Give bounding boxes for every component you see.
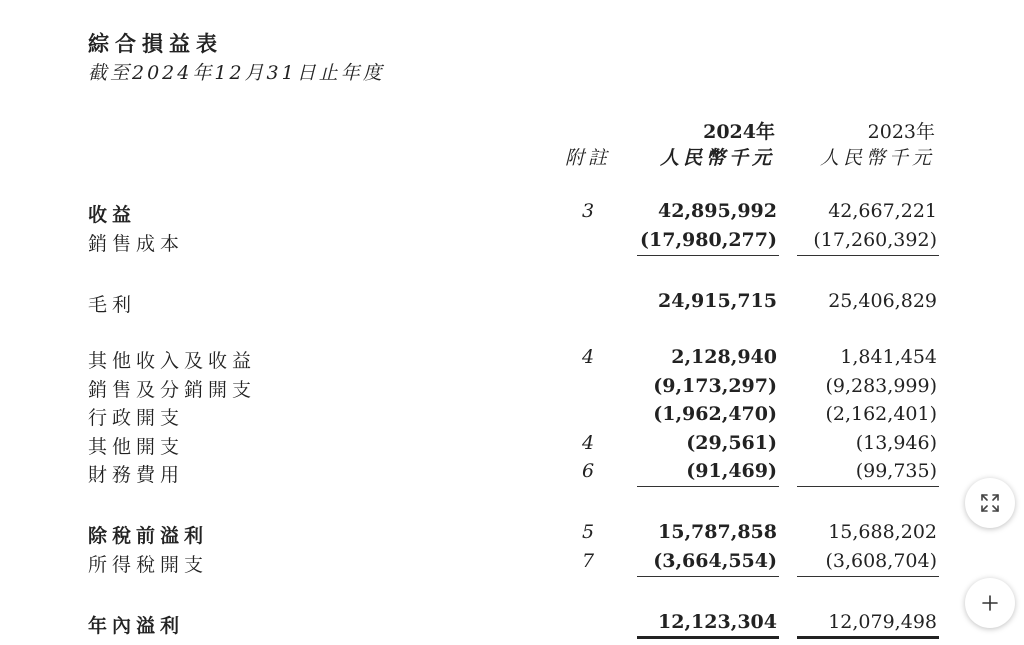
expand-arrows-icon [979, 492, 1001, 514]
row-selling-distribution [0, 375, 1024, 401]
row-value-2024: (91,469) [686, 460, 777, 482]
column-header-unit-2024: 人民幣千元 [659, 147, 775, 169]
statement-period: 截至2024年12月31日止年度 [88, 62, 385, 84]
row-value-2024: 12,123,304 [658, 611, 777, 633]
row-label: 財務費用 [88, 464, 185, 486]
row-note: 4 [581, 346, 595, 368]
row-other-expenses [0, 432, 1024, 458]
row-value-2023: (99,735) [855, 460, 937, 482]
row-note: 6 [581, 460, 595, 482]
row-value-2024: (9,173,297) [653, 375, 777, 397]
column-header-unit-2023: 人民幣千元 [819, 147, 935, 169]
row-label: 除稅前溢利 [88, 525, 209, 547]
add-button[interactable] [965, 578, 1015, 628]
row-value-2024: 15,787,858 [658, 521, 777, 543]
row-label: 銷售及分銷開支 [88, 379, 257, 401]
statement-title: 綜合損益表 [88, 31, 223, 56]
row-other-income [0, 346, 1024, 372]
row-value-2023: 15,688,202 [828, 521, 937, 543]
row-label: 其他收入及收益 [88, 350, 257, 372]
row-label: 毛利 [88, 294, 137, 316]
row-note: 4 [581, 432, 595, 454]
row-value-2024: 42,895,992 [658, 200, 777, 222]
row-profit-before-tax [0, 521, 1024, 547]
row-profit-for-year [0, 611, 1024, 637]
subtotal-rule-2023 [797, 486, 939, 487]
row-value-2024: (17,980,277) [640, 229, 777, 251]
row-value-2023: (3,608,704) [825, 550, 937, 572]
row-value-2023: (2,162,401) [825, 403, 937, 425]
column-header-year-2023: 2023年 [867, 121, 935, 143]
subtotal-rule-2024 [637, 255, 779, 256]
row-note: 5 [581, 521, 595, 543]
row-label: 所得稅開支 [88, 554, 209, 576]
column-header-note: 附註 [564, 147, 611, 169]
column-header-year-2024: 2024年 [703, 121, 775, 143]
row-note: 7 [581, 550, 595, 572]
expand-view-button[interactable] [965, 478, 1015, 528]
row-value-2024: (1,962,470) [653, 403, 777, 425]
row-cost-of-sales [0, 229, 1024, 255]
row-gross-profit [0, 290, 1024, 316]
row-value-2023: 12,079,498 [828, 611, 937, 633]
row-value-2024: 2,128,940 [671, 346, 777, 368]
row-label: 其他開支 [88, 436, 185, 458]
subtotal-rule-2023 [797, 576, 939, 577]
row-label: 銷售成本 [88, 233, 185, 255]
row-value-2023: (17,260,392) [813, 229, 937, 251]
row-label: 年內溢利 [88, 615, 185, 637]
row-value-2024: 24,915,715 [658, 290, 777, 312]
row-value-2023: (9,283,999) [825, 375, 937, 397]
row-revenue [0, 200, 1024, 226]
total-rule-2024 [637, 636, 779, 639]
row-value-2024: (3,664,554) [653, 550, 777, 572]
row-label: 收益 [88, 204, 137, 226]
row-value-2023: 42,667,221 [828, 200, 937, 222]
total-rule-2023 [797, 636, 939, 639]
row-note: 3 [581, 200, 595, 222]
row-label: 行政開支 [88, 407, 185, 429]
row-value-2023: (13,946) [855, 432, 937, 454]
subtotal-rule-2024 [637, 486, 779, 487]
row-value-2024: (29,561) [686, 432, 777, 454]
row-income-tax [0, 550, 1024, 576]
row-value-2023: 25,406,829 [828, 290, 937, 312]
row-value-2023: 1,841,454 [840, 346, 937, 368]
plus-icon [980, 593, 1000, 613]
subtotal-rule-2024 [637, 576, 779, 577]
subtotal-rule-2023 [797, 255, 939, 256]
row-finance-costs [0, 460, 1024, 486]
row-administrative [0, 403, 1024, 429]
